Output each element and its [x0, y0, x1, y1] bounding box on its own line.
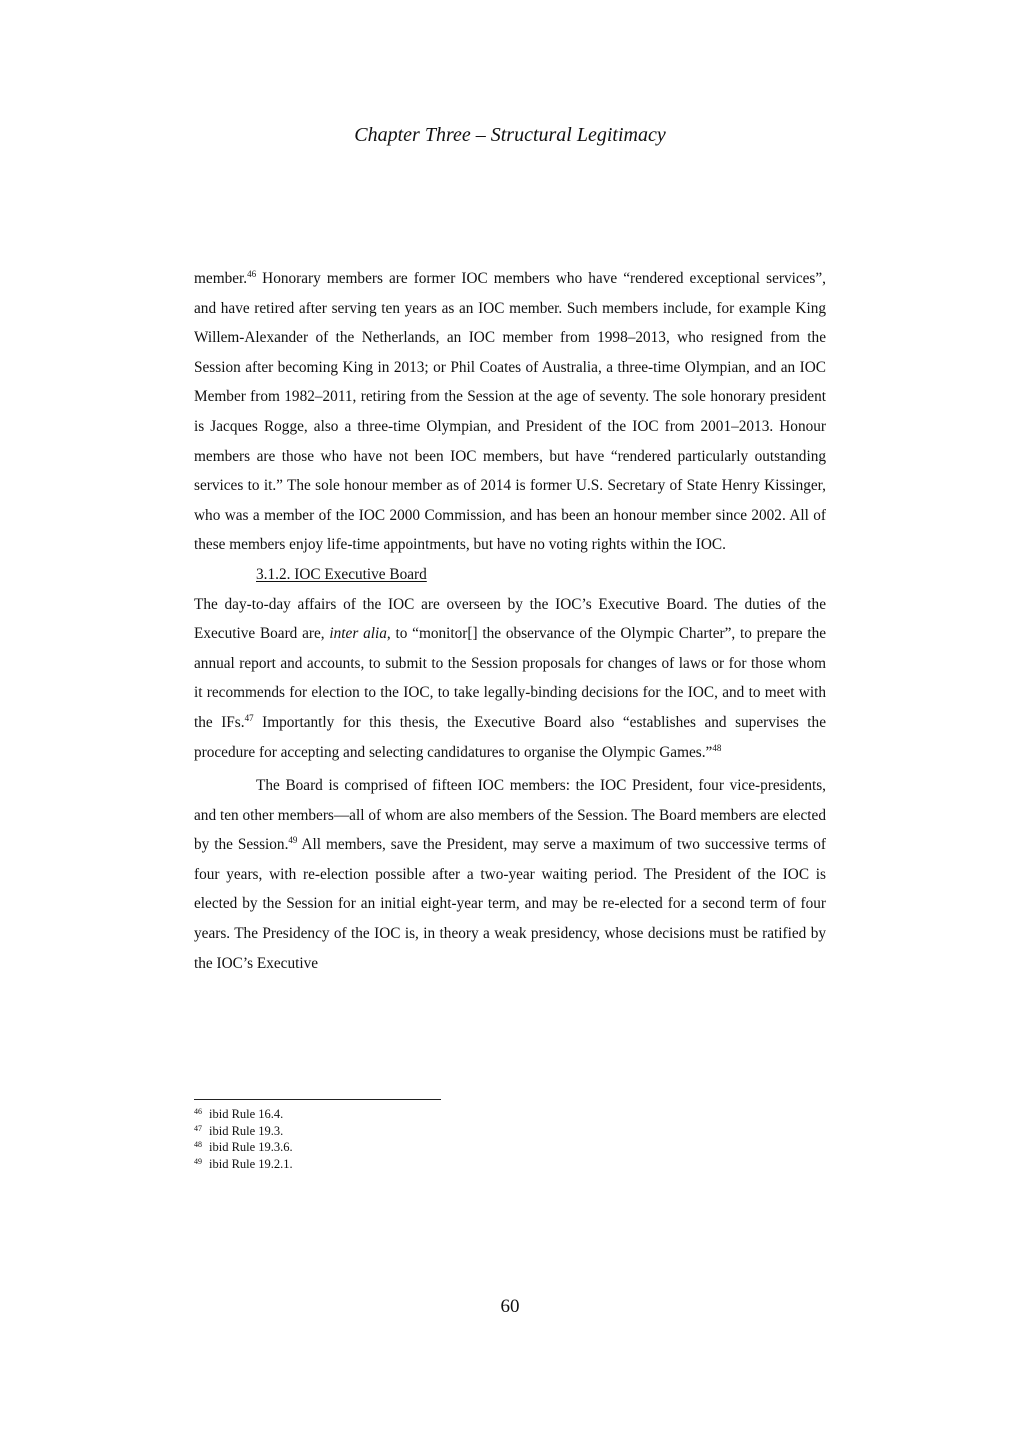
footnote-text: ibid Rule 19.3.	[209, 1123, 284, 1138]
paragraph-text: member.	[194, 270, 248, 287]
footnote-text: ibid Rule 16.4.	[209, 1107, 284, 1121]
footnote-ref[interactable]: 46	[247, 269, 257, 279]
footnote-ref[interactable]: 48	[712, 742, 722, 753]
footnote-number: 48	[194, 1140, 202, 1149]
footnote-text: ibid Rule 19.3.6.	[209, 1140, 293, 1154]
section-heading-text: 3.1.2. IOC Executive Board	[256, 565, 427, 583]
footnote-separator	[194, 1099, 441, 1100]
page-number: 60	[500, 1296, 520, 1317]
paragraph-text: Honorary members are former IOC members who have “rendered exceptional services”, and have retired after serving ten years as an IOC member. Such members include, for example King Willem-Alexander of the Netherlands, an IOC member from 1998–2013, who resigned from the Session after becoming King in 2013; or Phil Coates of Australia, a three-time Olympian, and an IOC Member from 1982–2011, retiring from the Session at the age of seventy. The sole honorary president is Jacques Rogge, also a three-time Olympian, and President of the IOC from 2001–2013. Honour members are those who have not been IOC members, but have “rendered particularly outstanding services to it.” The sole honour member as of 2014 is former U.S. Secretary of State Henry Kissinger, who was a member of the IOC 2000 Commission, and has been an honour member since 2002. All of these members enjoy life-time appointments, but have no voting rights within the IOC.	[194, 270, 826, 554]
paragraph-board-composition	[194, 771, 826, 978]
footnote	[194, 1140, 826, 1157]
footnote-number: 46	[194, 1107, 202, 1116]
footnotes	[194, 1107, 826, 1173]
footnote-text: ibid Rule 19.2.1.	[209, 1156, 293, 1171]
footnote-ref[interactable]: 47	[244, 712, 254, 723]
paragraph-text: , to “monitor[] the observance of the Olympic Charter”, to prepare the annual report and accounts, to submit to the Session proposals for changes of laws or for those whom it recommends for election to the IOC, to take legally-binding decisions for the IOC, and to meet with the IFs.	[194, 625, 827, 731]
paragraph-text: All members, save the President, may serve a maximum of two successive terms of four years, with re-election possible after a two-year waiting period. The President of the IOC is elected by the Session for an initial eight-year term, and may be re-elected for a second term of four years. The Presidency of the IOC is, in theory a weak presidency, whose decisions must be ratified by the IOC’s Executive	[194, 836, 827, 972]
footnote-number: 49	[194, 1156, 202, 1166]
running-header: Chapter Three – Structural Legitimacy	[354, 124, 666, 146]
footnote	[194, 1124, 826, 1141]
paragraph-executive-board	[194, 590, 826, 768]
body-text	[194, 264, 826, 978]
paragraph-text: The Board is comprised of fifteen IOC members: the IOC President, four vice-presidents, and ten other members—all of whom are also members of the Session. The Board members are elected by the Session.	[194, 777, 826, 854]
paragraph-text: The day-to-day affairs of the IOC are overseen by the IOC’s Executive Board. The duties of the Executive Board are,	[194, 595, 826, 643]
paragraph-text: Importantly for this thesis, the Executive Board also “establishes and supervises the procedure for accepting and selecting candidatures to organise the Olympic Games.”	[194, 713, 826, 761]
footnote	[194, 1107, 826, 1124]
italic-term: inter alia	[329, 625, 387, 643]
footnote	[194, 1157, 826, 1174]
footnote-ref[interactable]: 49	[288, 835, 298, 846]
paragraph-honorary-members	[194, 264, 826, 560]
footnote-number: 47	[194, 1123, 202, 1133]
section-heading	[194, 560, 826, 590]
